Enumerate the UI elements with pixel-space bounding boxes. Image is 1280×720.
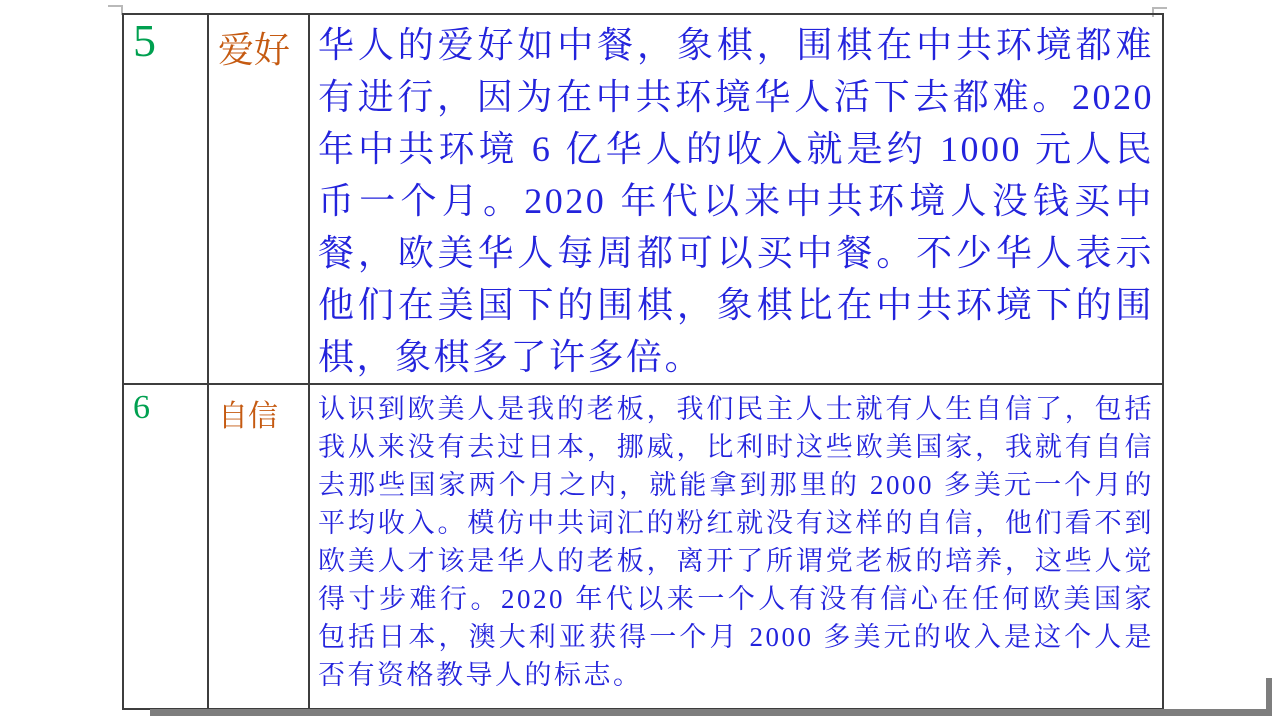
row-text: 华人的爱好如中餐，象棋，围棋在中共环境都难有进行，因为在中共环境华人活下去都难。2020 年中共环境 6 亿华人的收入就是约 1000 元人民币一个月。2020 年代以来中共环境人没钱买中餐，欧美华人每周都可以买中餐。不少华人表示他们在美国下的围棋，象棋比在中共环境下的围棋，象棋多了许多倍。 [318,25,1154,377]
content-cell [309,14,1163,384]
row-text: 认识到欧美人是我的老板，我们民主人士就有人生自信了，包括我从来没有去过日本，挪威，比利时这些欧美国家，我就有自信去那些国家两个月之内，就能拿到那里的 2000 多美元一个月的平均收入。模仿中共词汇的粉红就没有这样的自信，他们看不到欧美人才该是华人的老板，离开了所谓党老板的培养，这些人觉得寸步难行。2020 年代以来一个人有没有信心在任何欧美国家包括日本，澳大利亚获得一个月 2000 多美元的收入是这个人是否有资格教导人的标志。 [318,394,1154,690]
category-label: 爱好 [218,29,291,70]
bottom-edge-shadow [150,709,1272,716]
row-number-cell [123,14,208,384]
category-label: 自信 [218,400,278,433]
table-row-6 [123,384,1163,709]
row-number: 5 [133,15,156,66]
row-number-cell [123,384,208,709]
row-number: 6 [133,389,150,426]
bottom-right-edge-shadow [1266,678,1272,716]
table-row-5 [123,14,1163,384]
content-cell [309,384,1163,709]
category-cell [208,14,309,384]
content-table [122,13,1164,710]
crop-mark-top-left-icon [108,5,123,15]
category-cell [208,384,309,709]
